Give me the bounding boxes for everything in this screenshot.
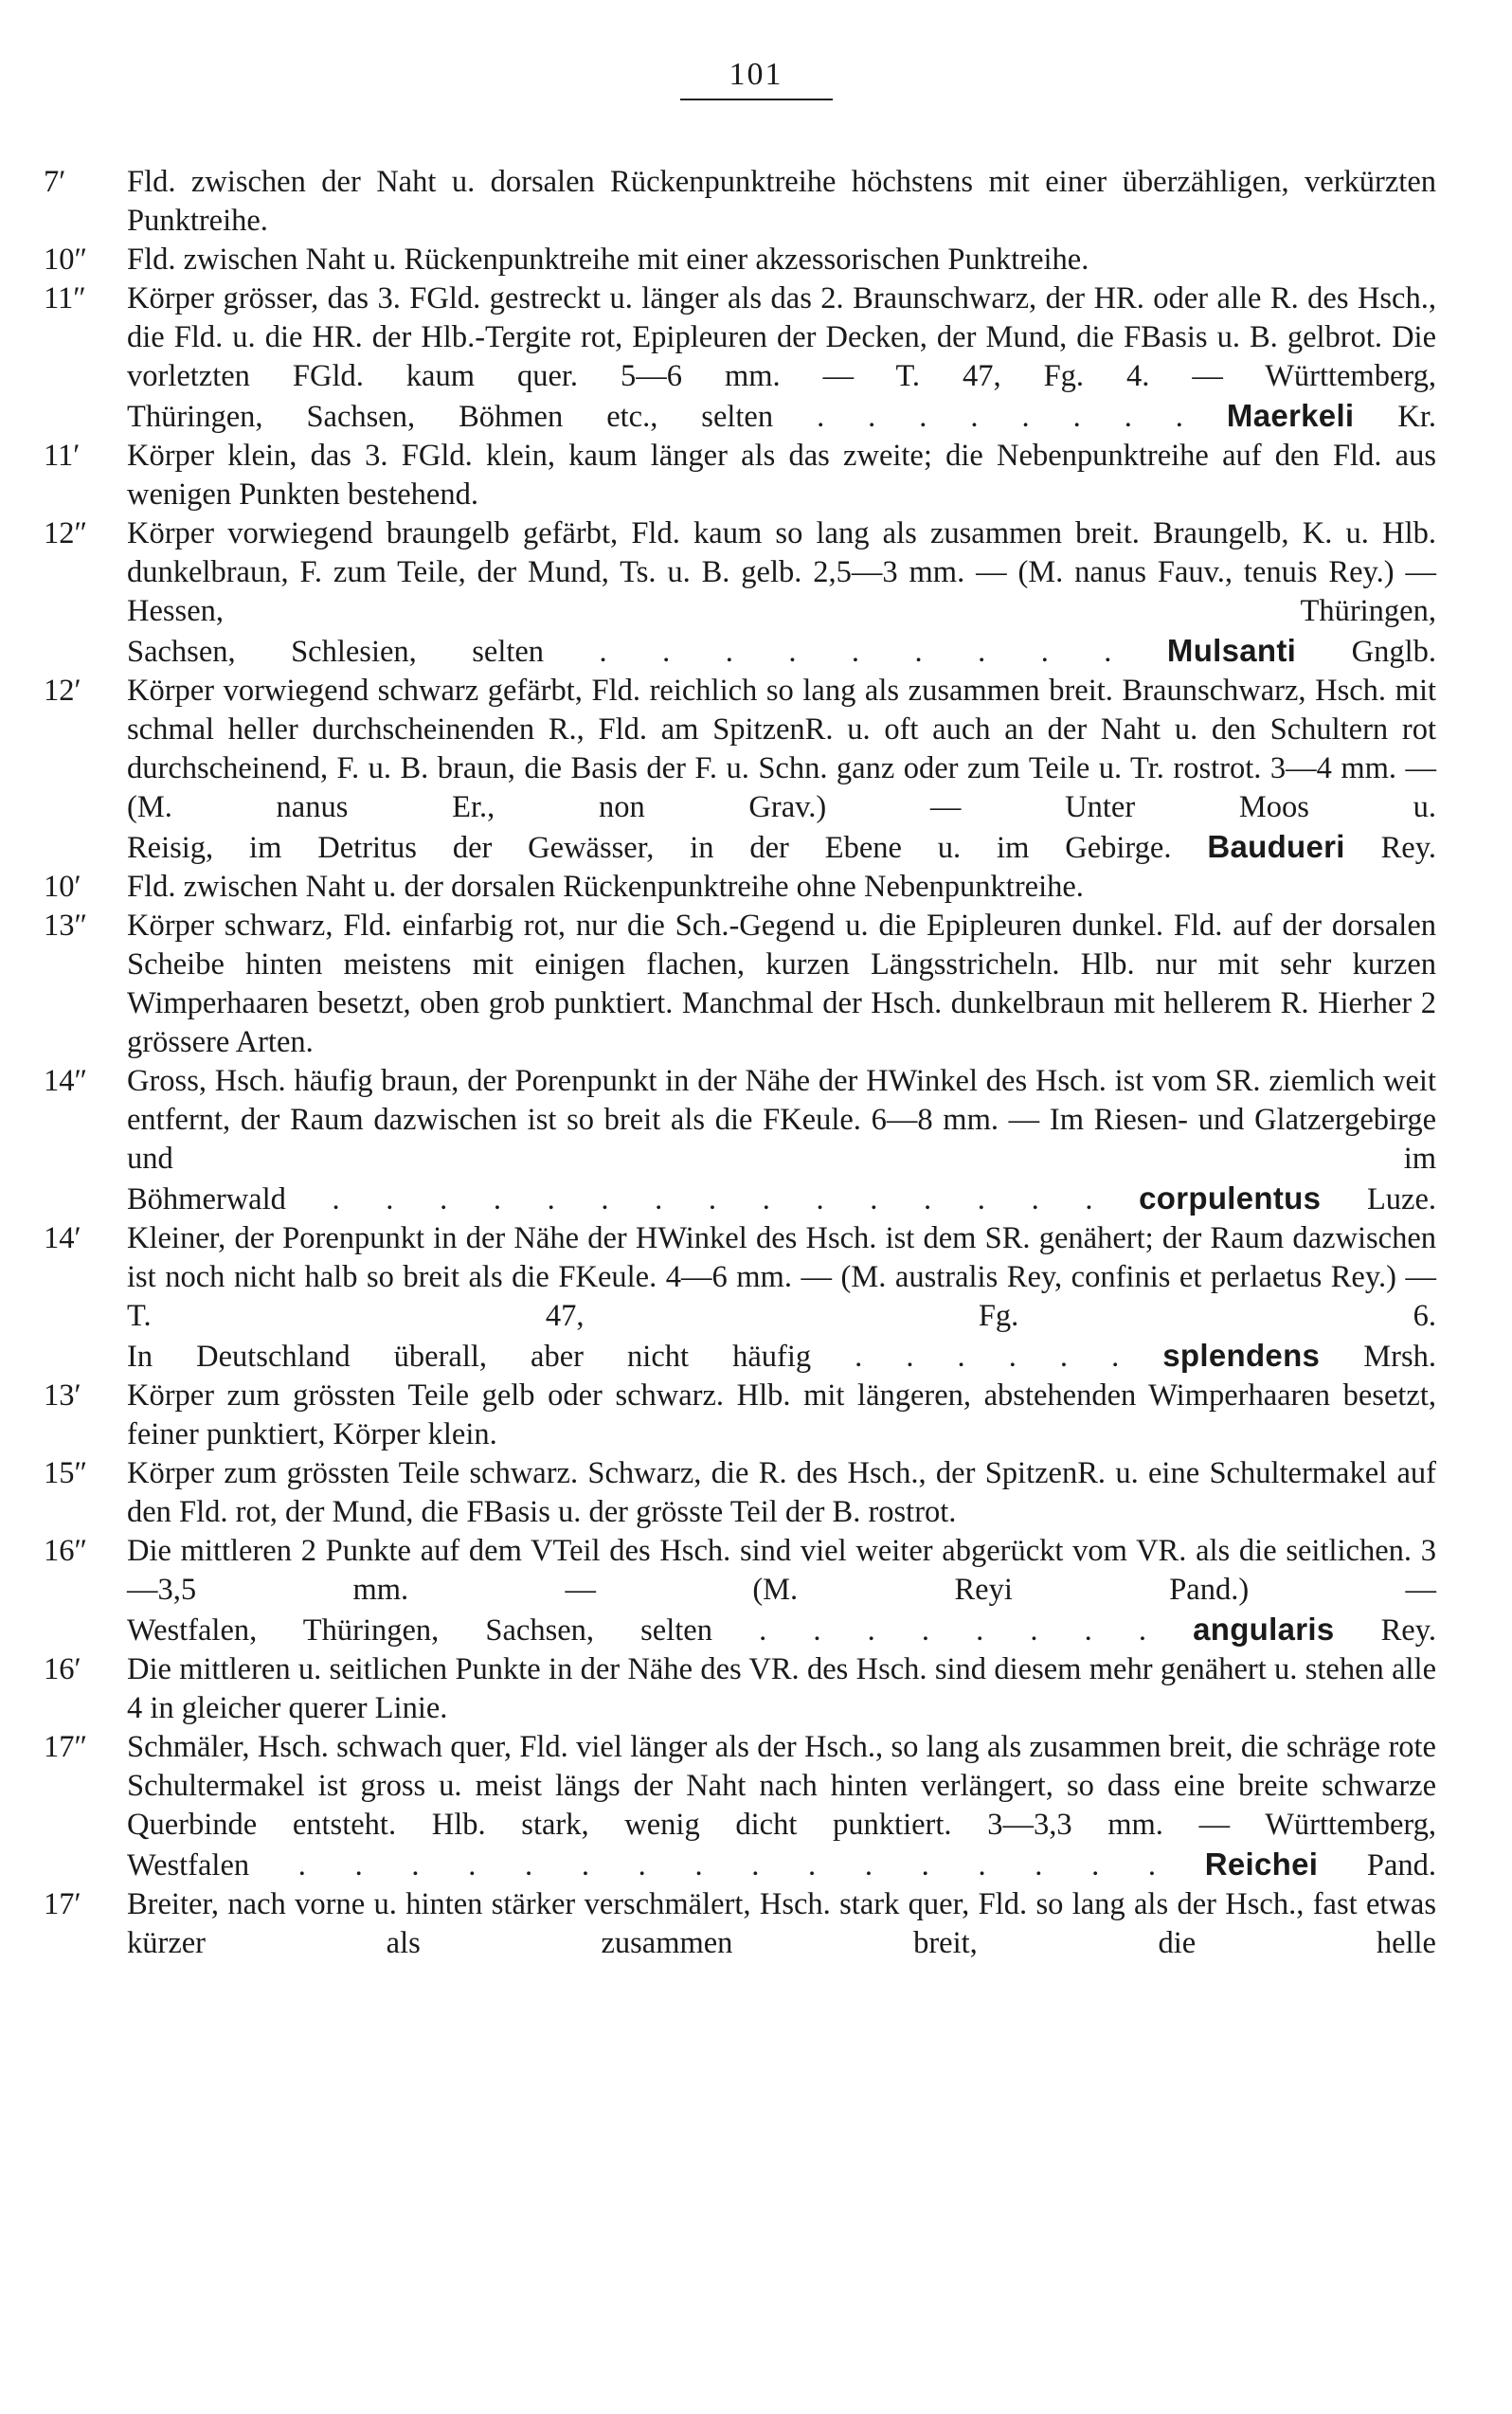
species-author: Mrsh. [1363, 1340, 1436, 1374]
entry-text: Fld. zwischen Naht u. Rückenpunktreihe mit einer akzessorischen Punktreihe. [127, 243, 1089, 277]
locality-text: Thüringen, Sachsen, Böhmen etc., selten . . . . . . . . [127, 400, 1183, 434]
species-name: angularis [1193, 1612, 1335, 1647]
species-author: Gnglb. [1351, 635, 1437, 669]
key-entry [44, 241, 1436, 279]
couplet-number: 11″ [44, 281, 86, 315]
entry-text: Körper klein, das 3. FGld. klein, kaum länger als das zweite; die Nebenpunktreihe auf den Fld. aus wenigen Punkten bestehend. [127, 439, 1436, 512]
entry-text: Die mittleren 2 Punkte auf dem VTeil des Hsch. sind viel weiter abgerückt vom VR. als die seitlichen. 3—3,5 mm. — (M. Reyi Pand.) — [127, 1534, 1436, 1607]
couplet-number: 16″ [44, 1534, 88, 1568]
entry-text: Die mittleren u. seitlichen Punkte in der Nähe des VR. des Hsch. sind diesem mehr genähert u. stehen alle 4 in gleicher querer Linie. [127, 1652, 1436, 1725]
key-entry [44, 514, 1436, 672]
species-author: Pand. [1366, 1848, 1437, 1883]
key-entry [44, 1532, 1436, 1650]
couplet-number: 13″ [44, 909, 88, 943]
locality-text: In Deutschland überall, aber nicht häufig . . . . . . [127, 1340, 1120, 1374]
key-entry [44, 1219, 1436, 1377]
entry-text: Breiter, nach vorne u. hinten stärker verschmälert, Hsch. stark quer, Fld. so lang als der Hsch., fast etwas kürzer als zusammen breit, die helle [127, 1887, 1436, 1960]
species-line [127, 631, 1436, 672]
couplet-number: 16′ [44, 1652, 81, 1686]
species-line [127, 396, 1436, 437]
key-entry [44, 279, 1436, 437]
locality-text: Reisig, im Detritus der Gewässer, in der Ebene u. im Gebirge. [127, 831, 1172, 865]
key-entries [44, 163, 1436, 1963]
species-line [127, 827, 1436, 868]
species-line [127, 1845, 1436, 1885]
entry-text: Gross, Hsch. häufig braun, der Porenpunkt in der Nähe der HWinkel des Hsch. ist vom SR. ziemlich weit entfernt, der Raum dazwischen ist so breit als die FKeule. 6—8 mm. — Im Riesen- und Glatzergebirge und im [127, 1064, 1436, 1176]
couplet-number: 14″ [44, 1064, 88, 1098]
species-name: Reichei [1204, 1847, 1319, 1882]
page-header [0, 57, 1512, 100]
couplet-number: 7′ [44, 165, 66, 199]
entry-text: Schmäler, Hsch. schwach quer, Fld. viel länger als der Hsch., so lang als zusammen breit, die schräge rote Schultermakel ist gross u. meist längs der Naht nach hinten verlängert, so dass eine breite schwarze Querbinde entsteht. Hlb. stark, wenig dicht punktiert. 3—3,3 mm. — Württemberg, [127, 1730, 1436, 1842]
entry-text: Körper zum grössten Teile schwarz. Schwarz, die R. des Hsch., der SpitzenR. u. eine Schultermakel auf den Fld. rot, der Mund, die FBasis u. der grösste Teil der B. rostrot. [127, 1456, 1436, 1529]
entry-text: Fld. zwischen Naht u. der dorsalen Rückenpunktreihe ohne Nebenpunktreihe. [127, 870, 1084, 904]
entry-text: Körper zum grössten Teile gelb oder schwarz. Hlb. mit längeren, abstehenden Wimperhaaren besetzt, feiner punktiert, Körper klein. [127, 1378, 1436, 1451]
entry-text: Fld. zwischen der Naht u. dorsalen Rückenpunktreihe höchstens mit einer überzähligen, verkürzten Punktreihe. [127, 165, 1436, 238]
locality-text: Westfalen . . . . . . . . . . . . . . . . [127, 1848, 1157, 1883]
key-entry [44, 1650, 1436, 1728]
entry-text: Kleiner, der Porenpunkt in der Nähe der HWinkel des Hsch. ist dem SR. genähert; der Raum dazwischen ist noch nicht halb so breit als die FKeule. 4—6 mm. — (M. australis Rey, confinis et perlaetus Rey.) — T. 47, Fg. 6. [127, 1221, 1436, 1333]
key-entry [44, 672, 1436, 868]
key-entry [44, 1377, 1436, 1454]
locality-text: Sachsen, Schlesien, selten . . . . . . . . . [127, 635, 1112, 669]
entry-text: Körper schwarz, Fld. einfarbig rot, nur die Sch.-Gegend u. die Epipleuren dunkel. Fld. auf der dorsalen Scheibe hinten meistens mit einigen flachen, kurzen Längsstricheln. Hlb. nur mit sehr kurzen Wimperhaaren besetzt, oben grob punktiert. Manchmal der Hsch. dunkelbraun mit hellerem R. Hierher 2 grössere Arten. [127, 909, 1436, 1059]
key-entry [44, 868, 1436, 907]
species-line [127, 1610, 1436, 1650]
key-entry [44, 1885, 1436, 1963]
locality-text: Böhmerwald . . . . . . . . . . . . . . . [127, 1182, 1093, 1216]
couplet-number: 14′ [44, 1221, 81, 1255]
species-author: Luze. [1366, 1182, 1437, 1216]
species-author: Rey. [1380, 1613, 1436, 1648]
couplet-number: 13′ [44, 1378, 81, 1413]
species-name: corpulentus [1139, 1180, 1322, 1216]
key-entry [44, 163, 1436, 241]
key-entry [44, 1728, 1436, 1885]
key-entry [44, 1454, 1436, 1532]
couplet-number: 17′ [44, 1887, 81, 1921]
species-author: Rey. [1380, 831, 1436, 865]
key-entry [44, 907, 1436, 1062]
species-name: Bauduerі [1207, 829, 1345, 864]
couplet-number: 15″ [44, 1456, 88, 1490]
couplet-number: 12″ [44, 516, 88, 550]
key-entry [44, 437, 1436, 514]
couplet-number: 12′ [44, 674, 81, 708]
species-name: splendens [1162, 1338, 1321, 1373]
couplet-number: 10′ [44, 870, 81, 904]
species-author: Kr. [1397, 400, 1437, 434]
key-entry [44, 1062, 1436, 1219]
page-number: 101 [680, 57, 833, 100]
locality-text: Westfalen, Thüringen, Sachsen, selten . . . . . . . . [127, 1613, 1146, 1648]
couplet-number: 11′ [44, 439, 81, 473]
species-name: Mulsanti [1166, 633, 1297, 668]
entry-text: Körper vorwiegend schwarz gefärbt, Fld. reichlich so lang als zusammen breit. Braunschwarz, Hsch. mit schmal heller durchscheinenden R., Fld. am SpitzenR. u. oft auch an der Naht u. den Schultern rot durchscheinend, F. u. B. braun, die Basis der F. u. Schn. ganz oder zum Teile u. Tr. rostrot. 3—4 mm. — (M. nanus Er., non Grav.) — Unter Moos u. [127, 674, 1436, 824]
species-line [127, 1179, 1436, 1219]
couplet-number: 10″ [44, 243, 88, 277]
entry-text: Körper grösser, das 3. FGld. gestreckt u. länger als das 2. Braunschwarz, der HR. oder alle R. des Hsch., die Fld. u. die HR. der Hlb.-Tergite rot, Epipleuren der Decken, der Mund, die FBasis u. B. gelbrot. Die vorletzten FGld. kaum quer. 5—6 mm. — T. 47, Fg. 4. — Württemberg, [127, 281, 1436, 393]
entry-text: Körper vorwiegend braungelb gefärbt, Fld. kaum so lang als zusammen breit. Braungelb, K. u. Hlb. dunkelbraun, F. zum Teile, der Mund, Ts. u. B. gelb. 2,5—3 mm. — (M. nanus Fauv., tenuis Rey.) — Hessen, Thüringen, [127, 516, 1436, 628]
species-name: Maerkeli [1226, 398, 1355, 433]
couplet-number: 17″ [44, 1730, 88, 1764]
species-line [127, 1336, 1436, 1377]
